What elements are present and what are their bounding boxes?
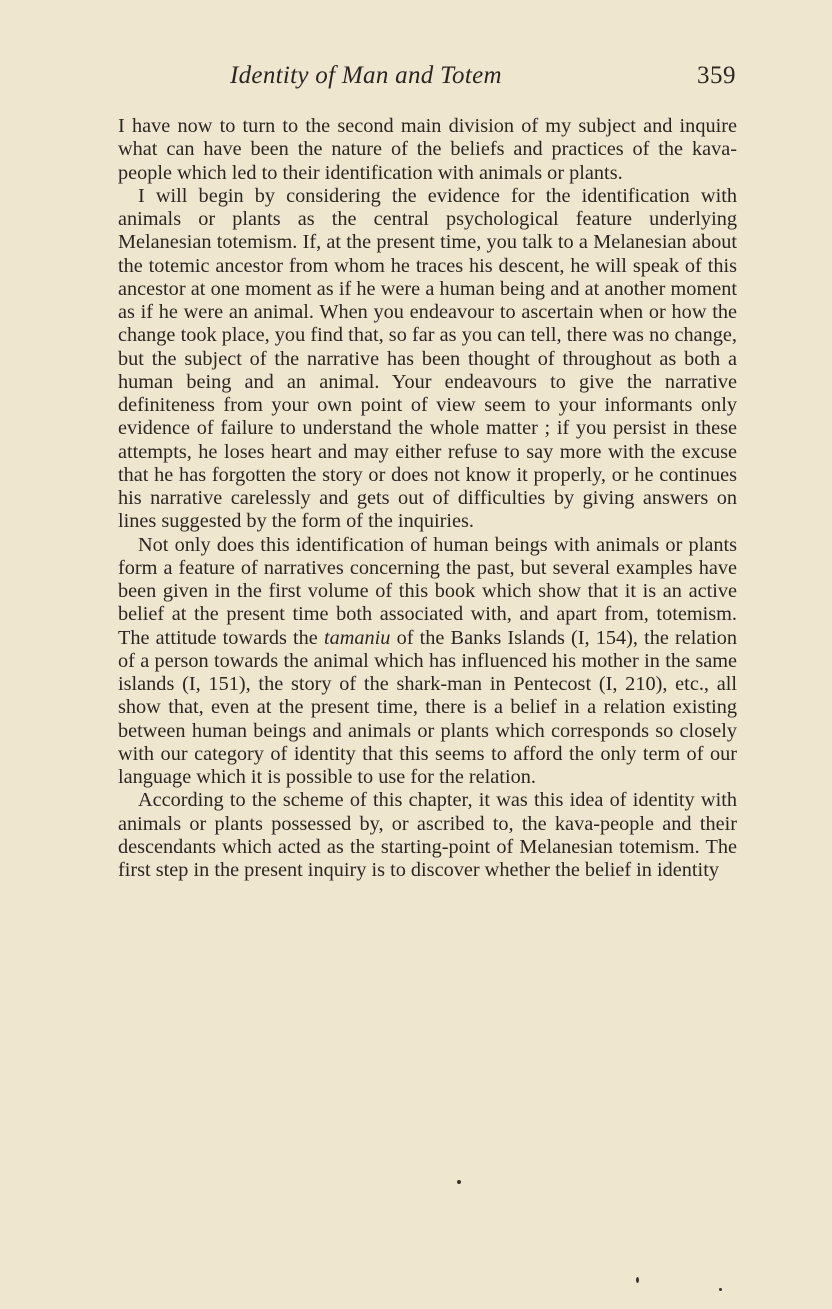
paragraph-2: I will begin by considering the evidence for the identification with animals or plants as the central psychological feature underlying Melanesian totemism. If, at the present time, you talk to a Melanesian about the totemic ancestor from whom he traces his descent, he will speak of this ancestor at one moment as if he were a human being and at another moment as if he were an animal. When you endeavour to ascertain when or how the change took place, you find that, so far as you can tell, there was no change, but the subject of the narrative has been thought of throughout as both a human being and an animal. Your endeavours to give the narrative definiteness from your own point of view seem to your informants only evidence of failure to understand the whole matter ; if you persist in these attempts, he loses heart and may either refuse to say more with the excuse that he has forgotten the story or does not know it properly, or he continues his narrative carelessly and gets out of difficulties by giving answers on lines suggested by the form of the inquiries. xyxy=(118,184,737,533)
page-number: 359 xyxy=(697,62,736,89)
body-text xyxy=(118,115,737,882)
paragraph-3 xyxy=(118,534,737,790)
ink-speck xyxy=(636,1277,639,1283)
ink-speck xyxy=(457,1180,461,1184)
running-title: Identity of Man and Totem xyxy=(230,62,502,89)
paragraph-3-text-b: of the Banks Islands (I, 154), the relation of a person towards the animal which has influenced his mother in the same islands (I, 151), the story of the shark-man in Pentecost (I, 210), etc., all show that, even at the present time, there is a belief in a relation existing between human beings and animals or plants which corresponds so closely with our category of identity that this seems to afford the only term of our language which it is possible to use for the relation. xyxy=(118,626,737,788)
paragraph-3-text-a: Not only does this identification of human beings with animals or plants form a feature of narratives concerning the past, but several examples have been given in the first volume of this book which show that it is an active belief at the present time both associated with, and apart from, totemism. The attitude towards the xyxy=(118,533,737,649)
ink-speck xyxy=(719,1288,722,1291)
running-head xyxy=(118,62,738,98)
term-tamaniu: tamaniu xyxy=(323,626,391,649)
paragraph-4: According to the scheme of this chapter, it was this idea of identity with animals or plants possessed by, or ascribed to, the kava-people and their descendants which acted as the starting-point of Melanesian totemism. The first step in the present inquiry is to discover whether the belief in identity xyxy=(118,789,737,881)
paragraph-1: I have now to turn to the second main division of my subject and inquire what can have been the nature of the beliefs and practices of the kava-people which led to their identification with animals or plants. xyxy=(118,115,737,184)
